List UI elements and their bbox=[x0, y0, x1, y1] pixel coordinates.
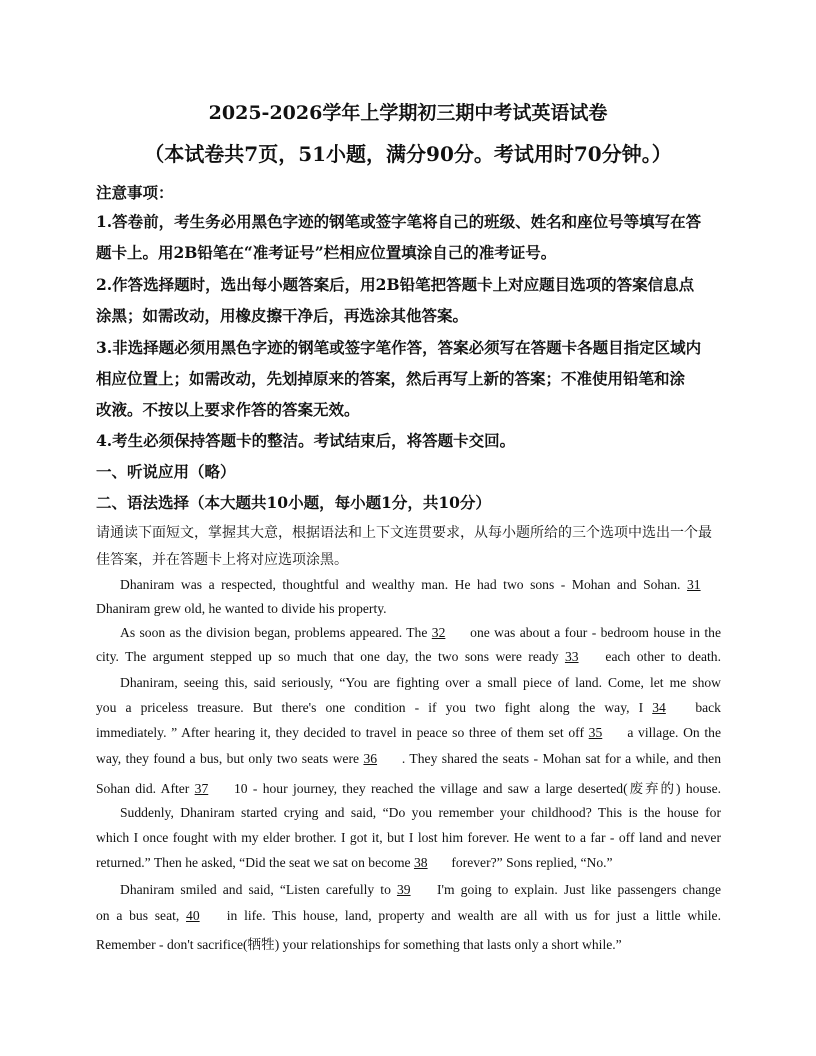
passage-line: Dhaniram smiled and said, “Listen carefully to 39 I'm going to explain. Just like passengers change bbox=[120, 882, 721, 897]
passage-line: which I once fought with my elder brother. I got it, but I lost him forever. He went to a far - off land and never bbox=[96, 830, 721, 845]
passage-line: on a bus seat, 40 in life. This house, land, property and wealth are all with us for just a little while. bbox=[96, 908, 721, 923]
blank-40: 40 bbox=[186, 908, 200, 923]
blank-36: 36 bbox=[363, 751, 378, 766]
section-heading-grammar: 二、语法选择（本大题共10小题，每小题1分，共10分） bbox=[96, 493, 491, 512]
exam-title: 2025-2026学年上学期初三期中考试英语试卷 bbox=[208, 102, 608, 124]
notice-heading: 注意事项： bbox=[96, 183, 174, 202]
blank-39: 39 bbox=[396, 882, 411, 897]
passage-line: returned.” Then he asked, “Did the seat we sat on become 38 forever?” Sons replied, “No.” bbox=[96, 855, 613, 870]
instruction-line: 佳答案，并在答题卡上将对应选项涂黑。 bbox=[96, 552, 348, 568]
notice-line: 4.考生必须保持答题卡的整洁。考试结束后，将答题卡交回。 bbox=[96, 431, 516, 450]
notice-line: 涂黑；如需改动，用橡皮擦干净后，再选涂其他答案。 bbox=[96, 306, 469, 325]
blank-33: 33 bbox=[564, 649, 579, 664]
section-heading-listening: 一、听说应用（略） bbox=[96, 462, 236, 481]
passage-line: Dhaniram, seeing this, said seriously, “You are fighting over a small piece of land. Come, let me show bbox=[120, 675, 721, 690]
blank-34: 34 bbox=[652, 700, 666, 715]
notice-line: 1.答卷前，考生务必用黑色字迹的钢笔或签字笔将自己的班级、姓名和座位号等填写在答 bbox=[96, 212, 702, 231]
blank-37: 37 bbox=[194, 781, 209, 796]
passage-line: Sohan did. After 37 10 - hour journey, they reached the village and saw a large deserted(废弃的) house. bbox=[96, 781, 721, 796]
passage-line: way, they found a bus, but only two seats were 36 . They shared the seats - Mohan sat for a while, and then bbox=[96, 751, 721, 766]
notice-line: 2.作答选择题时，选出每小题答案后，用2B铅笔把答题卡上对应题目选项的答案信息点 bbox=[96, 275, 695, 294]
notice-line: 3.非选择题必须用黑色字迹的钢笔或签字笔作答，答案必须写在答题卡各题目指定区域内 bbox=[96, 338, 702, 357]
blank-31: 31 bbox=[687, 577, 701, 592]
passage-line: Dhaniram was a respected, thoughtful and wealthy man. He had two sons - Mohan and Sohan. 31 bbox=[120, 577, 721, 593]
blank-35: 35 bbox=[588, 725, 603, 740]
blank-38: 38 bbox=[413, 855, 428, 870]
passage-line: Dhaniram grew old, he wanted to divide his property. bbox=[96, 601, 387, 616]
passage-line: As soon as the division began, problems appeared. The 32 one was about a four - bedroom house in the bbox=[120, 625, 721, 640]
passage-line: you a priceless treasure. But there's one condition - if you two fight along the way, I 34 back bbox=[96, 700, 721, 715]
exam-subtitle: （本试卷共7页，51小题，满分90分。考试用时70分钟。） bbox=[144, 142, 672, 166]
notice-line: 改液。不按以上要求作答的答案无效。 bbox=[96, 400, 360, 419]
notice-line: 题卡上。用2B铅笔在“准考证号”栏相应位置填涂自己的准考证号。 bbox=[96, 243, 557, 262]
notice-line: 相应位置上；如需改动，先划掉原来的答案，然后再写上新的答案；不准使用铅笔和涂 bbox=[96, 369, 686, 388]
passage-line: immediately. ” After hearing it, they decided to travel in peace so three of them set off 35 a village. On the bbox=[96, 725, 721, 740]
passage-line: city. The argument stepped up so much that one day, the two sons were ready 33 each other to death. bbox=[96, 649, 721, 664]
instruction-line: 请通读下面短文，掌握其大意，根据语法和上下文连贯要求，从每小题所给的三个选项中选出一个最 bbox=[96, 525, 712, 541]
blank-32: 32 bbox=[431, 625, 446, 640]
passage-line: Remember - don't sacrifice(牺牲) your relationships for something that lasts only a short while.” bbox=[96, 937, 622, 952]
passage-line: Suddenly, Dhaniram started crying and said, “Do you remember your childhood? This is the house for bbox=[120, 805, 721, 820]
